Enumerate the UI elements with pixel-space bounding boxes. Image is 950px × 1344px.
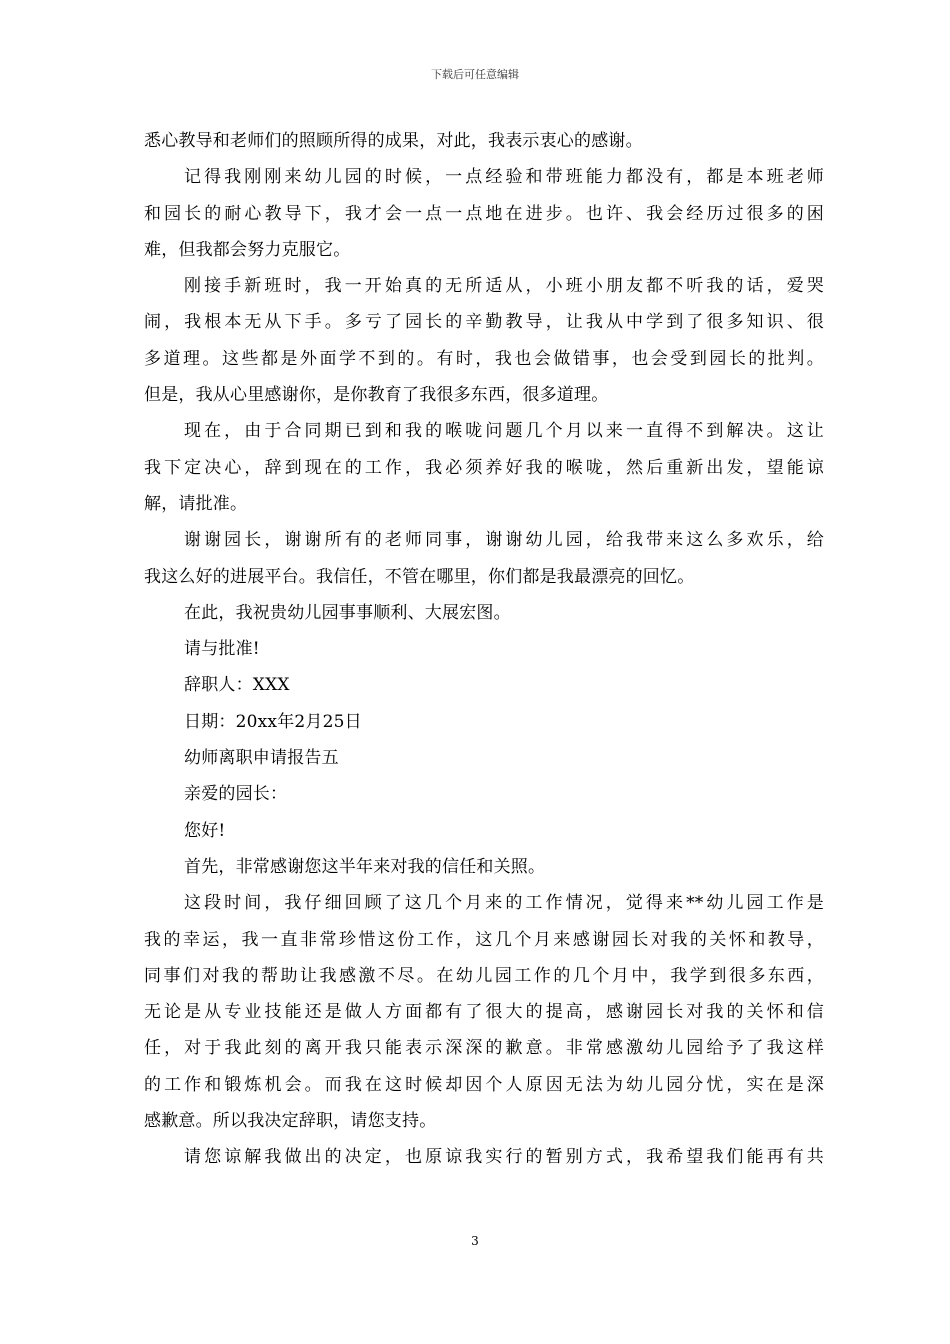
page-header: 下载后可任意编辑	[431, 68, 519, 81]
document-body	[144, 123, 824, 1176]
text-line: 刚接手新班时，我一开始真的无所适从，小班小朋友都不听我的话，爱哭	[184, 276, 824, 297]
text-line: 首先，非常感谢您这半年来对我的信任和关照。	[184, 856, 546, 877]
text-line: 请与批准!	[184, 639, 260, 660]
text-line: 无论是从专业技能还是做人方面都有了很大的提高，感谢园长对我的关怀和信	[144, 1002, 824, 1023]
text-line: 现在，由于合同期已到和我的喉咙问题几个月以来一直得不到解决。这让	[184, 421, 824, 442]
text-line: 的工作和锻炼机会。而我在这时候却因个人原因无法为幼儿园分忧，实在是深	[144, 1074, 824, 1095]
text-line: 我下定决心，辞到现在的工作，我必须养好我的喉咙，然后重新出发，望能谅	[144, 457, 824, 478]
text-line: 多道理。这些都是外面学不到的。有时，我也会做错事，也会受到园长的批判。	[144, 348, 824, 369]
text-line: 但是，我从心里感谢你，是你教育了我很多东西，很多道理。	[144, 385, 609, 406]
text-line: 闹，我根本无从下手。多亏了园长的辛勤教导，让我从中学到了很多知识、很	[144, 312, 824, 333]
text-line: 日期：20xx年2月25日	[184, 711, 362, 732]
text-line: 谢谢园长，谢谢所有的老师同事，谢谢幼儿园，给我带来这么多欢乐，给	[184, 530, 824, 551]
text-line: 我这么好的进展平台。我信任，不管在哪里，你们都是我最漂亮的回忆。	[144, 566, 695, 587]
text-line: 同事们对我的帮助让我感激不尽。在幼儿园工作的几个月中，我学到很多东西，	[144, 965, 824, 986]
text-line: 在此，我祝贵幼儿园事事顺利、大展宏图。	[184, 602, 511, 623]
text-line: 解，请批准。	[144, 493, 248, 514]
page-number: 3	[471, 1234, 479, 1248]
text-line: 记得我刚刚来幼儿园的时候，一点经验和带班能力都没有，都是本班老师	[184, 167, 824, 188]
text-line: 请您谅解我做出的决定，也原谅我实行的暂别方式，我希望我们能再有共	[184, 1147, 824, 1168]
text-line: 悉心教导和老师们的照顾所得的成果，对此，我表示衷心的感谢。	[144, 131, 643, 151]
text-line: 我的幸运，我一直非常珍惜这份工作，这几个月来感谢园长对我的关怀和教导，	[144, 929, 824, 950]
text-line: 这段时间，我仔细回顾了这几个月来的工作情况，觉得来**幼儿园工作是	[184, 893, 824, 914]
text-line: 难，但我都会努力克服它。	[144, 239, 351, 260]
text-line: 辞职人：XXX	[184, 675, 290, 696]
text-line: 任，对于我此刻的离开我只能表示深深的歉意。非常感激幼儿园给予了我这样	[144, 1038, 824, 1059]
text-line: 幼师离职申请报告五	[184, 748, 339, 769]
text-line: 和园长的耐心教导下，我才会一点一点地在进步。也许、我会经历过很多的困	[144, 203, 824, 224]
text-line: 感歉意。所以我决定辞职，请您支持。	[144, 1111, 437, 1132]
text-line: 亲爱的园长：	[184, 784, 288, 805]
text-line: 您好!	[184, 820, 226, 841]
